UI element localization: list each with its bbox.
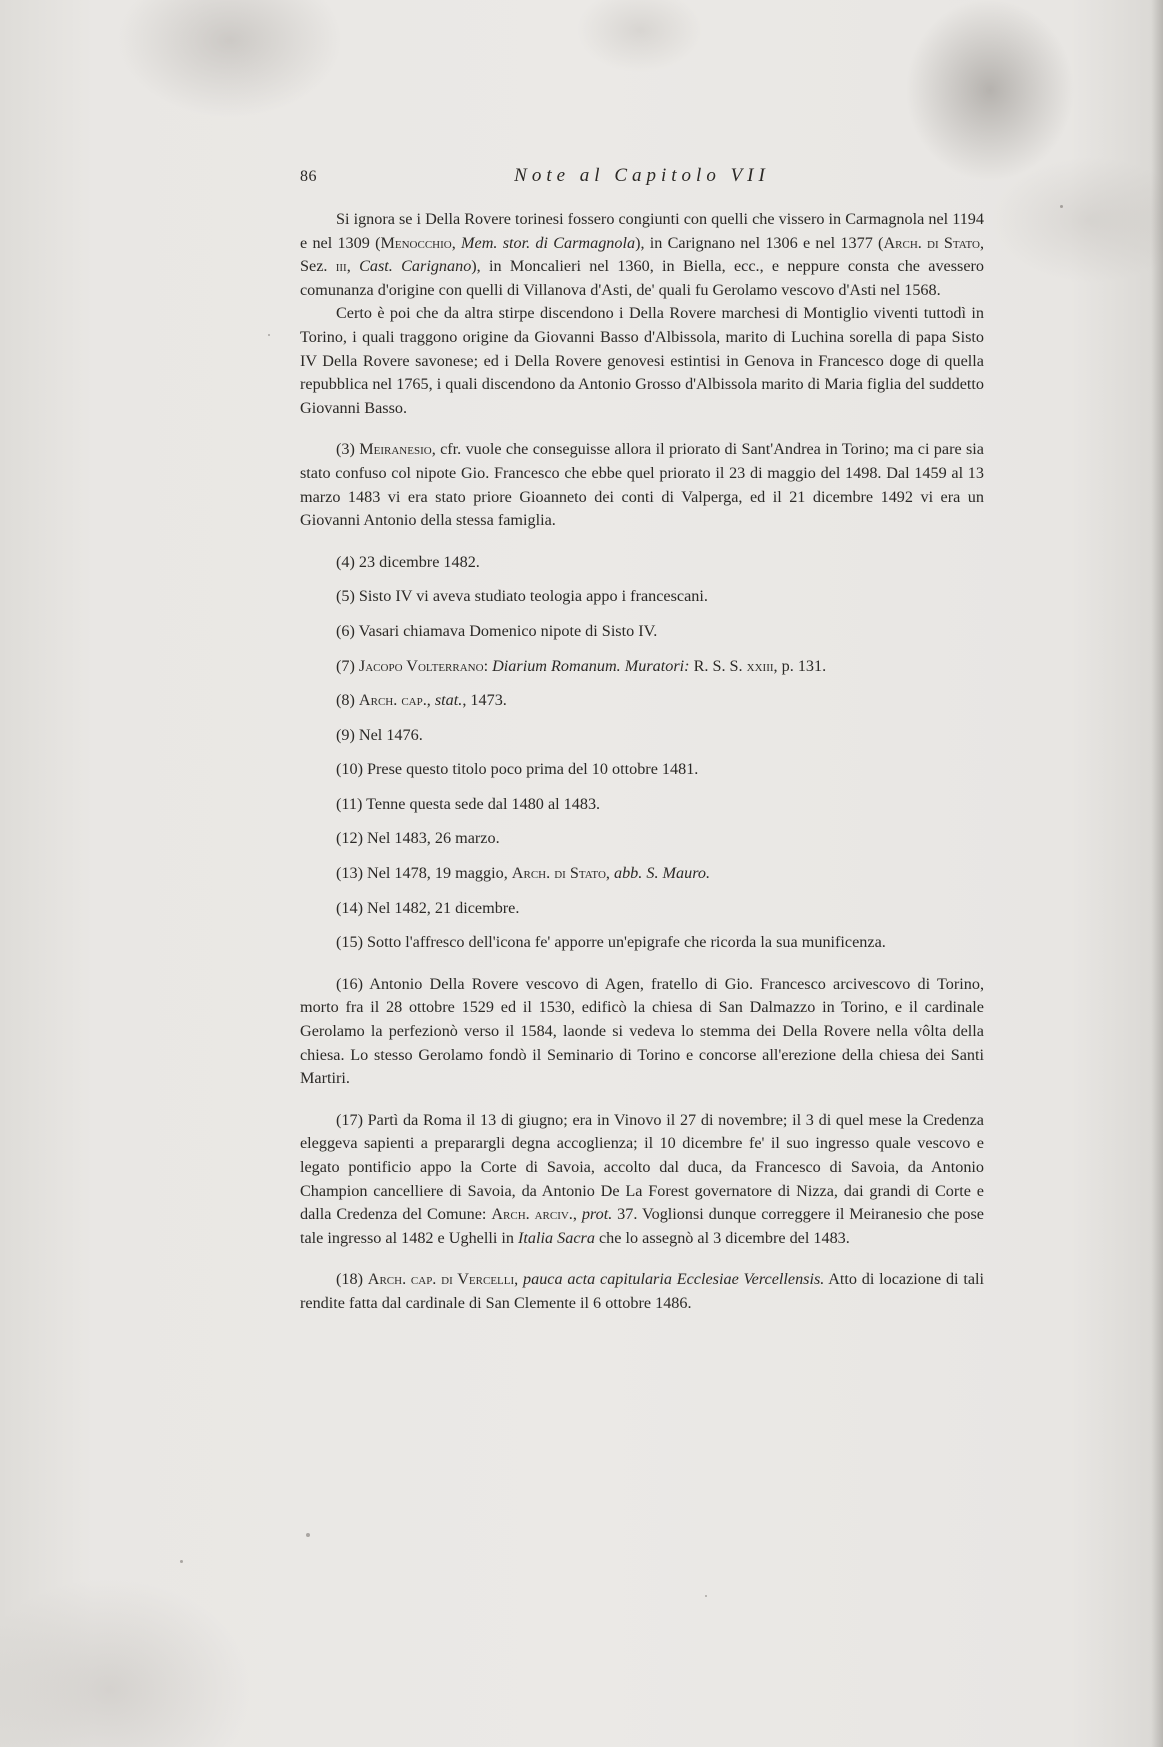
note-18: (18) Arch. cap. di Vercelli, pauca acta capitularia Ecclesiae Vercellensis. Atto di locazione di tali rendite fatta dal cardinale di San Clemente il 6 ottobre 1486.	[300, 1270, 985, 1312]
note-6: (6) Vasari chiamava Domenico nipote di Sisto IV.	[336, 621, 658, 640]
paragraph-continuation-2: Certo è poi che da altra stirpe discendono i Della Rovere marchesi di Montiglio viventi tuttodì in Torino, i quali traggono origine da Giovanni Basso d'Albissola, marito di Luchina sorella di papa Sisto IV Della Rovere savonese; ed i Della Rovere genovesi estintisi in Genova in Francesco doge di quella repubblica nel 1765, i quali discendono da Antonio Grosso d'Albissola marito di Maria figlia del suddetto Giovanni Basso.	[300, 304, 984, 417]
note-10: (10) Prese questo titolo poco prima del 10 ottobre 1481.	[336, 760, 699, 779]
page-edge-shadow	[1151, 0, 1163, 1747]
note-16: (16) Antonio Della Rovere vescovo di Agen, fratello di Gio. Francesco arcivescovo di Torino, morto fra il 28 ottobre 1529 ed il 1530, edificò la chiesa di San Dalmazzo in Torino, e il cardinale Gerolamo la perfezionò verso il 1584, laonde si vedeva lo stemma dei Della Rovere nella vôlta della chiesa. Lo stesso Gerolamo fondò il Seminario di Torino e concorse all'erezione della chiesa dei Santi Martiri.	[300, 974, 984, 1088]
note-15: (15) Sotto l'affresco dell'icona fe' apporre un'epigrafe che ricorda la sua munificenza.	[336, 933, 886, 952]
note-14: (14) Nel 1482, 21 dicembre.	[336, 898, 520, 917]
note-11: (11) Tenne questa sede dal 1480 al 1483.	[336, 794, 601, 813]
note-9: (9) Nel 1476.	[336, 725, 423, 744]
page-number: 86	[300, 168, 317, 185]
paragraph-continuation-1: Si ignora se i Della Rovere torinesi fossero congiunti con quelli che vissero in Carmagnola nel 1194 e nel 1309 (Menocchio, Mem. stor. di Carmagnola), in Carignano nel 1306 e nel 1377 (Arch. di Stato, Sez. iii, Cast. Carignano), in Moncalieri nel 1360, in Biella, ecc., e neppure consta che avessero comunanza d'origine con quelli di Villanova d'Asti, de' quali fu Gerolamo vescovo d'Asti nel 1568.	[300, 210, 985, 299]
note-4: (4) 23 dicembre 1482.	[336, 552, 480, 571]
note-8: (8) Arch. cap., stat., 1473.	[336, 691, 507, 710]
running-head	[300, 165, 984, 192]
note-3: (3) Meiranesio, cfr. vuole che conseguisse allora il priorato di Sant'Andrea in Torino; ma ci pare sia stato confuso col nipote Gio. Francesco che ebbe quel priorato il 23 di maggio del 1498. Dal 1459 al 13 marzo 1483 vi era stato priore Gioanneto dei conti di Valperga, ed il 21 dicembre 1492 vi era un Giovanni Antonio della stessa famiglia.	[300, 440, 984, 530]
page-body	[300, 208, 984, 1316]
note-13: (13) Nel 1478, 19 maggio, Arch. di Stato, abb. S. Mauro.	[336, 864, 711, 883]
note-17: (17) Partì da Roma il 13 di giugno; era in Vinovo il 27 di novembre; il 3 di quel mese la Credenza eleggeva sapienti a preparargli degna accoglienza; il 10 dicembre fe' il suo ingresso quale vescovo e legato pontificio appo la Corte di Savoia, accolto dal duca, da Francesco di Savoia, da Antonio Champion cancelliere di Savoia, da Antonio De La Forest governatore di Nizza, dai grandi di Corte e dalla Credenza del Comune: Arch. arciv., prot. 37. Voglionsi dunque correggere il Meiranesio che pose tale ingresso al 1482 e Ughelli in Italia Sacra che lo assegnò al 3 dicembre del 1483.	[300, 1110, 984, 1247]
running-title: Note al Capitolo VII	[514, 165, 770, 186]
note-5: (5) Sisto IV vi aveva studiato teologia appo i francescani.	[336, 587, 708, 606]
note-12: (12) Nel 1483, 26 marzo.	[336, 829, 500, 848]
note-7: (7) Jacopo Volterrano: Diarium Romanum. Muratori: R. S. S. xxiii, p. 131.	[336, 656, 827, 675]
